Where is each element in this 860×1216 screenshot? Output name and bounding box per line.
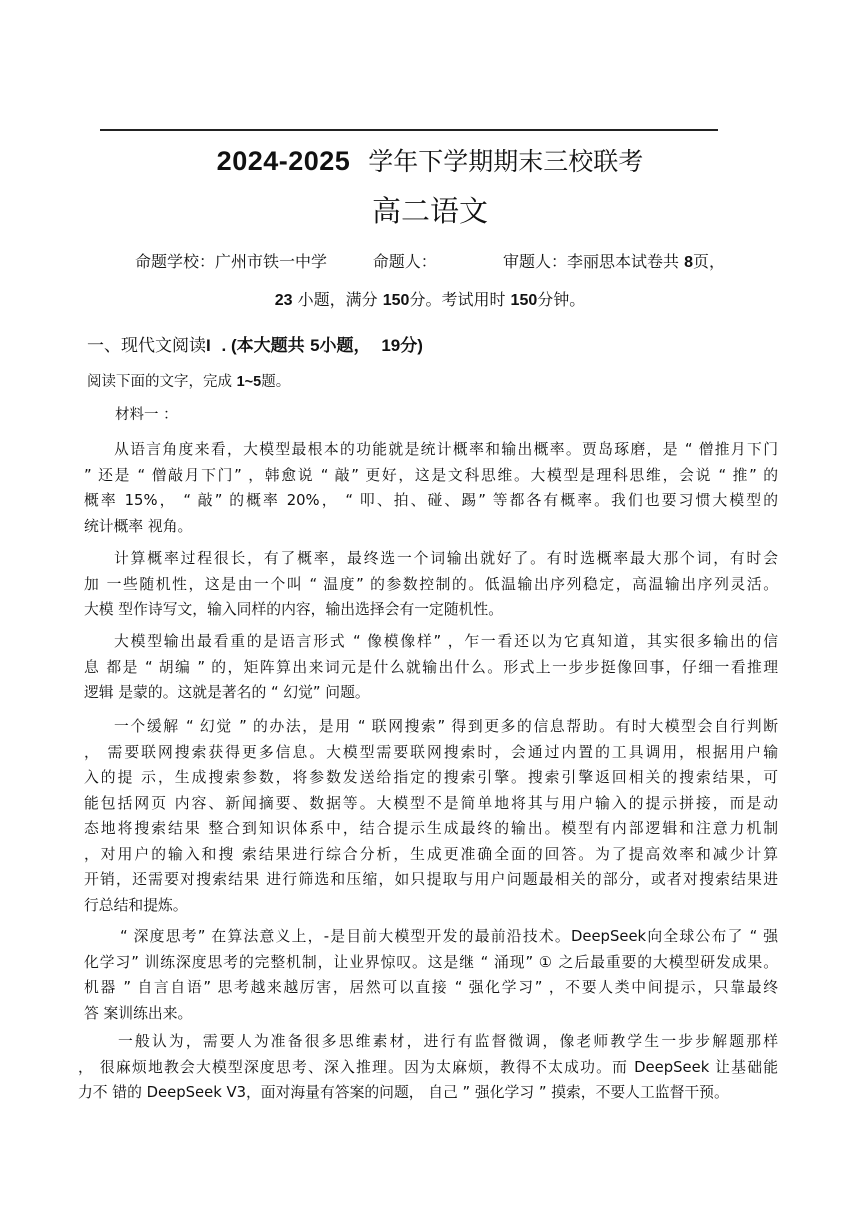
text-line: 答 案训练出来。: [84, 1004, 193, 1022]
text-line: 息 都是 “ 胡编 ” 的，矩阵算出来词元是什么就输出什么。形式上一步步挺像回事，仔细一看推理: [84, 658, 778, 676]
question-count: 23: [274, 292, 293, 309]
text-line: 逻辑 是蒙的。这就是著名的 “ 幻觉” 问题。: [84, 684, 370, 701]
exam-year: 2024-2025: [216, 146, 351, 176]
duration-suffix: 分钟。: [537, 290, 586, 309]
school-name: 广州市铁一中学: [215, 252, 328, 271]
paragraph-4: [84, 714, 778, 918]
exam-meta-line-1: [0, 251, 860, 274]
text-line: 一般认为，需要人为准备很多思维素材，进行有监督微调，像老师教学生一步步解题那样: [118, 1033, 778, 1050]
text-line: 入的提 示，生成搜索参数，将参数发送给指定的搜索引擎。搜索引擎返回相关的搜索结果，可: [84, 769, 778, 786]
reading-instruction: 阅读下面的文字，完成 1~5题。: [87, 374, 291, 390]
text-line: 一个缓解 “ 幻觉 ” 的办法，是用 “ 联网搜索” 得到更多的信息帮助。有时大模型会自行判断: [114, 718, 778, 735]
exam-subject: 高二语文: [371, 194, 488, 228]
question-count-suffix: 小题，满分: [297, 290, 378, 309]
section-heading: 一、现代文阅读I . (本大题共 5小题， 19分): [87, 336, 423, 356]
pages-prefix: 本试卷共: [614, 252, 679, 271]
full-score: 150: [382, 292, 410, 309]
text-line: 统计概率 视角。: [84, 517, 193, 535]
reviewer-label: 审题人：: [502, 252, 567, 271]
exam-title: [0, 143, 860, 180]
paragraph-6: [78, 1029, 778, 1106]
paragraph-3: [84, 629, 778, 706]
header-rule: [100, 129, 718, 131]
paragraph-2: [84, 546, 778, 623]
paragraph-5: [84, 924, 778, 1026]
text-line: 态地将搜索结果 整合到知识体系中，结合提示生成最终的输出。模型有内部逻辑和注意力机制: [84, 820, 778, 837]
text-line: 开销，还需要对搜索结果 进行筛选和压缩，如只提取与用户问题最相关的部分，或者对搜索结果进: [84, 871, 778, 888]
score-suffix: 分。考试用时: [409, 290, 506, 309]
text-line: 加 一些随机性，这是由一个叫 “ 温度” 的参数控制的。低温输出序列稳定，高温输出序列灵活。: [84, 575, 778, 593]
text-line: 大模型输出最看重的是语言形式 “ 像模像样” ，乍一看还以为它真知道，其实很多输出的信: [114, 633, 778, 650]
exam-title-text: 学年下学期期末三校联考: [368, 147, 644, 176]
exam-meta-line-2: [0, 289, 860, 312]
author-label: 命题人：: [372, 252, 437, 271]
reviewer-name: 李丽思: [566, 252, 615, 271]
text-line: ，对用户的输入和搜 索结果进行综合分析，生成更准确全面的回答。为了提高效率和减少计算: [84, 845, 778, 863]
exam-duration: 150: [510, 292, 538, 309]
pages-count: 8: [684, 254, 693, 271]
text-line: ” 还是 “ 僧敲月下门” ，韩愈说 “ 敲” 更好，这是文科思维。大模型是理科思维，会说 “ 推” 的: [84, 466, 778, 484]
text-line: 能包括网页 内容、新闻摘要、数据等。大模型不是简单地将其与用户输入的提示拼接，而是动: [84, 794, 778, 812]
material-label: 材料一 ：: [115, 407, 178, 423]
text-line: 从语言角度来看，大模型最根本的功能就是统计概率和输出概率。贾岛琢磨，是 “ 僧推月下门: [114, 441, 778, 458]
text-line: 大模 型作诗写文，输入同样的内容，输出选择会有一定随机性。: [84, 601, 504, 618]
text-line: 行总结和提炼。: [84, 896, 188, 914]
text-line: 计算概率过程很长，有了概率，最终选一个词输出就好了。有时选概率最大那个词，有时会: [114, 550, 778, 567]
paragraph-1: [84, 437, 778, 539]
school-label: 命题学校：: [134, 252, 215, 271]
text-line: 化学习” 训练深度思考的完整机制，让业界惊叹。这是继 “ 涌现” ① 之后最重要的大模型研发成果。: [84, 953, 778, 971]
text-line: 机器 ” 自言自语” 思考越来越厉害，居然可以直接 “ 强化学习” ，不要人类中间提示，只靠最终: [84, 979, 778, 996]
text-line: 力不 错的 DeepSeek V3，面对海量有答案的问题， 自己 ” 强化学习 ” 摸索，不要人工监督干预。: [78, 1084, 729, 1101]
text-line: “ 深度思考” 在算法意义上，-是目前大模型开发的最前沿技术。DeepSeek向全球公布了 “ 强: [120, 928, 778, 945]
text-line: ， 需要联网搜索获得更多信息。大模型需要联网搜索时，会通过内置的工具调用，根据用户输: [84, 743, 778, 761]
pages-suffix: 页，: [692, 252, 725, 271]
text-line: ， 很麻烦地教会大模型深度思考、深入推理。因为太麻烦，教得不太成功。而 DeepSeek 让基础能: [78, 1058, 778, 1076]
text-line: 概率 15%， “ 敲” 的概率 20%， “ 叩、拍、碰、踢” 等都各有概率。我们也要习惯大模型的: [84, 492, 778, 509]
